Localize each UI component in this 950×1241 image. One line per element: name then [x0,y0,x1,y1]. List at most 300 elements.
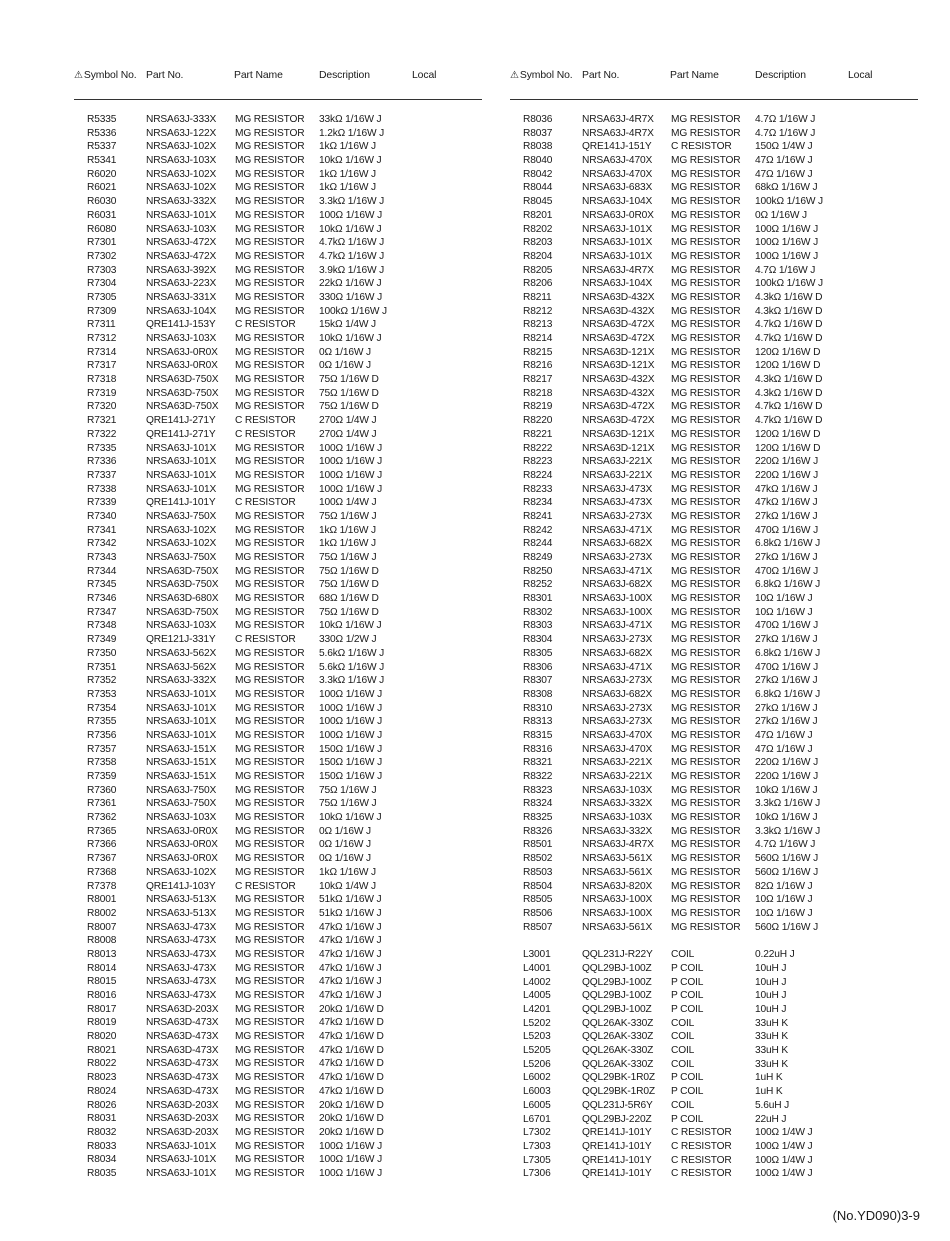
symbol-no: R8504 [523,880,553,892]
part-name: C RESISTOR [235,497,296,509]
table-row [74,592,482,606]
table-row [74,975,482,989]
table-row [510,277,918,291]
description: 20kΩ 1/16W D [319,1003,384,1015]
part-name: MG RESISTOR [235,1085,305,1097]
part-name: MG RESISTOR [671,168,741,180]
parts-column-right [510,66,918,1181]
part-no: QRE141J-101Y [582,1140,652,1152]
part-no: NRSA63J-101X [146,1140,217,1152]
symbol-no: R8503 [523,866,553,878]
part-name: MG RESISTOR [235,114,305,125]
part-no: NRSA63J-470X [582,168,653,180]
symbol-no: R8234 [523,497,553,509]
part-name: MG RESISTOR [671,250,741,262]
symbol-no: R7361 [87,798,117,810]
description: 220Ω 1/16W J [755,771,819,782]
description: 100Ω 1/16W J [319,442,383,454]
part-no: QQL29BJ-220Z [582,1113,652,1125]
symbol-no: L4005 [523,990,551,1002]
symbol-no: R7335 [87,442,117,454]
table-row [510,715,918,729]
description: 4.3kΩ 1/16W D [755,387,823,399]
description: 75Ω 1/16W D [319,579,379,591]
symbol-no: R7358 [87,757,117,769]
table-row [510,346,918,360]
parts-list-left [74,113,482,1181]
table-row [74,400,482,414]
table-row [74,1153,482,1167]
part-name: MG RESISTOR [671,675,741,687]
symbol-no: R7320 [87,401,117,413]
symbol-no: R8002 [87,907,117,919]
description: 27kΩ 1/16W J [755,634,818,646]
symbol-no: R7367 [87,853,117,865]
part-no: NRSA63D-203X [146,1003,219,1015]
table-row [510,359,918,373]
table-row [510,797,918,811]
symbol-no: R8020 [87,1031,117,1043]
symbol-no: L4001 [523,962,551,974]
part-no: NRSA63J-101X [582,237,653,249]
symbol-no: L6003 [523,1086,551,1098]
description: 220Ω 1/16W J [755,456,819,468]
part-no: QRE141J-103Y [146,880,216,892]
symbol-no: R8036 [523,114,553,125]
part-name: MG RESISTOR [235,661,305,673]
part-no: QRE121J-331Y [146,634,216,646]
table-row [510,592,918,606]
part-name: MG RESISTOR [235,291,305,303]
part-name: MG RESISTOR [235,757,305,769]
part-no: NRSA63D-121X [582,346,655,358]
part-no: QRE141J-271Y [146,415,216,427]
part-no: NRSA63D-472X [582,333,655,344]
part-name: MG RESISTOR [671,155,741,167]
description: 1uH K [755,1072,783,1084]
part-no: NRSA63J-101X [146,702,217,714]
symbol-no: R7348 [87,620,117,632]
table-row [510,633,918,647]
table-row [510,223,918,237]
symbol-no: R8505 [523,894,553,906]
description: 3.3kΩ 1/16W J [755,798,821,810]
table-row [510,236,918,250]
table-row [74,223,482,237]
table-row [510,1167,918,1181]
table-row [74,209,482,223]
table-row [74,907,482,921]
symbol-no: L6002 [523,1072,551,1084]
part-no: NRSA63J-472X [146,250,217,262]
part-no: NRSA63J-331X [146,291,217,303]
part-no: NRSA63J-561X [582,921,653,933]
part-no: NRSA63J-470X [582,155,653,167]
description: 10kΩ 1/16W J [319,155,382,167]
table-row [510,606,918,620]
table-row [74,387,482,401]
part-name: MG RESISTOR [235,702,305,714]
part-no: NRSA63J-273X [582,716,653,728]
part-name: MG RESISTOR [235,784,305,796]
table-row [510,674,918,688]
description: 75Ω 1/16W D [319,565,379,577]
description: 150Ω 1/4W J [755,141,813,153]
symbol-no: R7341 [87,524,117,536]
description: 3.3kΩ 1/16W J [319,196,385,208]
symbol-no: R8023 [87,1072,117,1084]
part-no: NRSA63J-682X [582,538,653,550]
part-no: NRSA63J-102X [146,538,217,550]
description: 47kΩ 1/16W D [319,1017,384,1029]
part-no: NRSA63D-432X [582,387,655,399]
part-no: NRSA63J-101X [582,223,653,235]
description: 47kΩ 1/16W D [319,1058,384,1070]
table-row [74,811,482,825]
description: 27kΩ 1/16W J [755,510,818,522]
part-name: MG RESISTOR [671,743,741,755]
part-name: MG RESISTOR [235,237,305,249]
part-no: NRSA63D-432X [582,374,655,386]
symbol-no: R8014 [87,962,117,974]
part-name: MG RESISTOR [671,552,741,563]
table-row [74,797,482,811]
description: 120Ω 1/16W D [755,346,821,358]
description: 560Ω 1/16W J [755,866,819,878]
table-row [74,619,482,633]
part-no: NRSA63D-750X [146,374,219,386]
table-row [74,852,482,866]
table-row [74,825,482,839]
symbol-no: R7340 [87,510,117,522]
symbol-no: R8222 [523,442,553,454]
part-no: NRSA63D-750X [146,401,219,413]
part-name: MG RESISTOR [671,209,741,221]
table-row [74,181,482,195]
description: 10kΩ 1/16W J [319,620,382,632]
table-row [74,236,482,250]
symbol-no: R7309 [87,305,117,317]
table-row [74,1112,482,1126]
part-no: QRE141J-101Y [582,1127,652,1139]
table-row [510,373,918,387]
part-name: MG RESISTOR [235,1058,305,1070]
description: 4.3kΩ 1/16W D [755,374,823,386]
table-row [74,784,482,798]
description: 150Ω 1/16W J [319,743,383,755]
table-row [510,948,918,962]
part-no: NRSA63J-101X [146,688,217,700]
description: 47kΩ 1/16W D [319,1044,384,1056]
part-name: C RESISTOR [235,428,296,440]
symbol-no: R7350 [87,647,117,659]
part-name: MG RESISTOR [671,593,741,605]
symbol-no: R8031 [87,1113,117,1125]
description: 6.8kΩ 1/16W J [755,647,821,659]
part-no: NRSA63J-471X [582,524,653,536]
table-row [74,524,482,538]
part-name: MG RESISTOR [671,894,741,906]
symbol-no: R6030 [87,196,117,208]
description: 100Ω 1/16W J [319,688,383,700]
symbol-no: R7347 [87,606,117,618]
symbol-no: L4002 [523,976,551,988]
part-no: NRSA63J-273X [582,675,653,687]
description: 6.8kΩ 1/16W J [755,688,821,700]
description: 1kΩ 1/16W J [319,168,376,180]
part-name: MG RESISTOR [671,716,741,728]
part-name: MG RESISTOR [671,483,741,495]
description: 4.3kΩ 1/16W D [755,291,823,303]
symbol-no: R8325 [523,812,553,824]
table-row [510,428,918,442]
symbol-no: R8204 [523,250,553,262]
symbol-no: R5336 [87,127,117,139]
description: 10Ω 1/16W J [755,894,813,906]
symbol-no: R6031 [87,209,117,221]
part-name: MG RESISTOR [671,497,741,509]
part-no: NRSA63J-472X [146,237,217,249]
part-no: NRSA63J-470X [582,743,653,755]
table-row [74,1167,482,1181]
part-no: NRSA63D-121X [582,442,655,454]
description: 100Ω 1/16W J [319,716,383,728]
description: 100Ω 1/16W J [755,223,819,235]
part-no: NRSA63J-471X [582,620,653,632]
description: 150Ω 1/16W J [319,757,383,769]
symbol-no: L5203 [523,1031,551,1043]
part-name: MG RESISTOR [235,250,305,262]
table-row [74,1044,482,1058]
part-no: NRSA63D-680X [146,593,219,605]
part-no: NRSA63J-103X [146,333,217,344]
table-row [74,715,482,729]
table-row [74,962,482,976]
part-name: MG RESISTOR [235,1154,305,1166]
part-name: MG RESISTOR [671,291,741,303]
part-name: MG RESISTOR [671,853,741,865]
column-header [74,66,482,100]
symbol-no: R5341 [87,155,117,167]
description: 47kΩ 1/16W J [755,483,818,495]
symbol-no: R7312 [87,333,117,344]
symbol-no: R7346 [87,593,117,605]
symbol-no: R8013 [87,948,117,960]
part-no: NRSA63J-332X [146,196,217,208]
description: 10uH J [755,962,787,974]
part-no: QRE141J-153Y [146,319,216,331]
part-name: MG RESISTOR [671,579,741,591]
table-row [510,907,918,921]
description: 270Ω 1/4W J [319,428,377,440]
part-no: QQL26AK-330Z [582,1017,654,1029]
table-row [74,168,482,182]
part-name: MG RESISTOR [671,606,741,618]
part-name: MG RESISTOR [235,976,305,988]
description: 47kΩ 1/16W J [319,990,382,1001]
description: 3.9kΩ 1/16W J [319,264,385,276]
symbol-no: R8310 [523,702,553,714]
description: 120Ω 1/16W D [755,428,821,440]
table-row [510,811,918,825]
table-row [74,1099,482,1113]
description: 330Ω 1/2W J [319,634,377,646]
part-name: MG RESISTOR [671,866,741,878]
description: 120Ω 1/16W D [755,360,821,372]
description: 82Ω 1/16W J [755,880,813,892]
table-row [510,209,918,223]
header-part-no: Part No. [146,70,184,81]
symbol-no: R8507 [523,921,553,933]
part-name: MG RESISTOR [671,825,741,837]
part-no: QRE141J-101Y [146,497,216,509]
table-row [510,318,918,332]
table-row [510,305,918,319]
part-name: MG RESISTOR [235,743,305,755]
table-row [74,838,482,852]
table-row [74,880,482,894]
symbol-no: R8045 [523,196,553,208]
part-name: MG RESISTOR [235,1113,305,1125]
symbol-no: R8249 [523,552,553,563]
table-row [510,537,918,551]
part-name: MG RESISTOR [671,538,741,550]
table-row [510,661,918,675]
description: 10kΩ 1/16W J [319,812,382,824]
part-no: NRSA63J-473X [146,948,217,960]
part-no: QQL29BJ-100Z [582,962,652,974]
part-name: MG RESISTOR [235,333,305,344]
part-no: QQL231J-5R6Y [582,1099,653,1111]
symbol-no: R8219 [523,401,553,413]
description: 100Ω 1/4W J [319,497,377,509]
description: 33uH K [755,1031,789,1043]
part-no: NRSA63D-432X [582,305,655,317]
symbol-no: R8307 [523,675,553,687]
header-part-name: Part Name [234,70,283,81]
symbol-no: R7319 [87,387,117,399]
table-row [510,784,918,798]
description: 4.7kΩ 1/16W D [755,415,823,427]
description: 10kΩ 1/16W J [319,333,382,344]
description: 1kΩ 1/16W J [319,524,376,536]
table-row [510,387,918,401]
part-name: MG RESISTOR [671,127,741,139]
symbol-no: L5205 [523,1045,551,1057]
part-no: NRSA63D-473X [146,1058,219,1070]
description: 470Ω 1/16W J [755,661,819,673]
part-name: MG RESISTOR [671,880,741,892]
warning-icon: ⚠ [510,70,519,81]
part-no: QQL29BJ-100Z [582,990,652,1002]
symbol-no: R7360 [87,784,117,796]
part-name: MG RESISTOR [235,483,305,495]
description: 0.22uH J [755,949,795,961]
description: 4.7Ω 1/16W J [755,114,816,125]
description: 0Ω 1/16W J [319,346,371,358]
table-row [74,702,482,716]
part-no: NRSA63J-101X [146,1154,217,1166]
part-name: COIL [671,1099,695,1111]
part-name: C RESISTOR [671,1168,732,1180]
part-no: NRSA63J-0R0X [146,853,218,865]
symbol-no: R8316 [523,743,553,755]
part-no: NRSA63J-513X [146,907,217,919]
part-no: NRSA63J-101X [146,469,217,481]
description: 4.7kΩ 1/16W J [319,250,385,262]
part-no: NRSA63J-750X [146,552,217,563]
symbol-no: R8022 [87,1058,117,1070]
description: 22kΩ 1/16W J [319,278,382,290]
symbol-no: R7311 [87,319,116,331]
description: 4.7kΩ 1/16W D [755,401,823,413]
header-description: Description [319,70,370,81]
table-row [74,195,482,209]
part-no: NRSA63J-102X [146,524,217,536]
symbol-no: R8506 [523,907,553,919]
description: 20kΩ 1/16W D [319,1099,384,1111]
part-no: NRSA63J-750X [146,784,217,796]
table-row [74,1030,482,1044]
symbol-no: R8007 [87,921,117,933]
part-no: NRSA63J-104X [582,196,653,208]
part-no: NRSA63J-100X [582,907,653,919]
part-no: NRSA63J-473X [146,935,217,947]
symbol-no: R8215 [523,346,553,358]
symbol-no: L7306 [523,1168,551,1180]
description: 47kΩ 1/16W J [319,962,382,974]
table-row [74,510,482,524]
symbol-no: R7337 [87,469,117,481]
part-no: NRSA63J-4R7X [582,114,654,125]
table-row [74,606,482,620]
symbol-no: R8206 [523,278,553,290]
table-row [74,469,482,483]
table-row [510,962,918,976]
part-no: NRSA63D-472X [582,319,655,331]
part-name: MG RESISTOR [235,620,305,632]
symbol-no: R8202 [523,223,553,235]
symbol-no: R8218 [523,387,553,399]
part-name: MG RESISTOR [235,442,305,454]
header-local: Local [848,70,873,81]
symbol-no: R8033 [87,1140,117,1152]
description: 100Ω 1/4W J [755,1140,813,1152]
part-name: MG RESISTOR [671,237,741,249]
symbol-no: R7317 [87,360,117,372]
symbol-no: R7352 [87,675,117,687]
part-name: MG RESISTOR [235,579,305,591]
description: 0Ω 1/16W J [319,825,371,837]
header-part-no: Part No. [582,70,620,81]
part-no: NRSA63J-103X [582,812,653,824]
symbol-no: R8315 [523,729,553,741]
part-name: C RESISTOR [235,415,296,427]
part-no: NRSA63J-101X [146,483,217,495]
part-name: MG RESISTOR [235,401,305,413]
part-no: QQL29BJ-100Z [582,976,652,988]
description: 33uH K [755,1017,789,1029]
part-no: NRSA63J-151X [146,771,217,782]
table-row [510,1126,918,1140]
symbol-no: R8306 [523,661,553,673]
symbol-no: R7318 [87,374,117,386]
symbol-no: R8216 [523,360,553,372]
description: 1kΩ 1/16W J [319,538,376,550]
part-name: MG RESISTOR [235,935,305,947]
part-name: C RESISTOR [235,319,296,331]
description: 1.2kΩ 1/16W J [319,127,385,139]
